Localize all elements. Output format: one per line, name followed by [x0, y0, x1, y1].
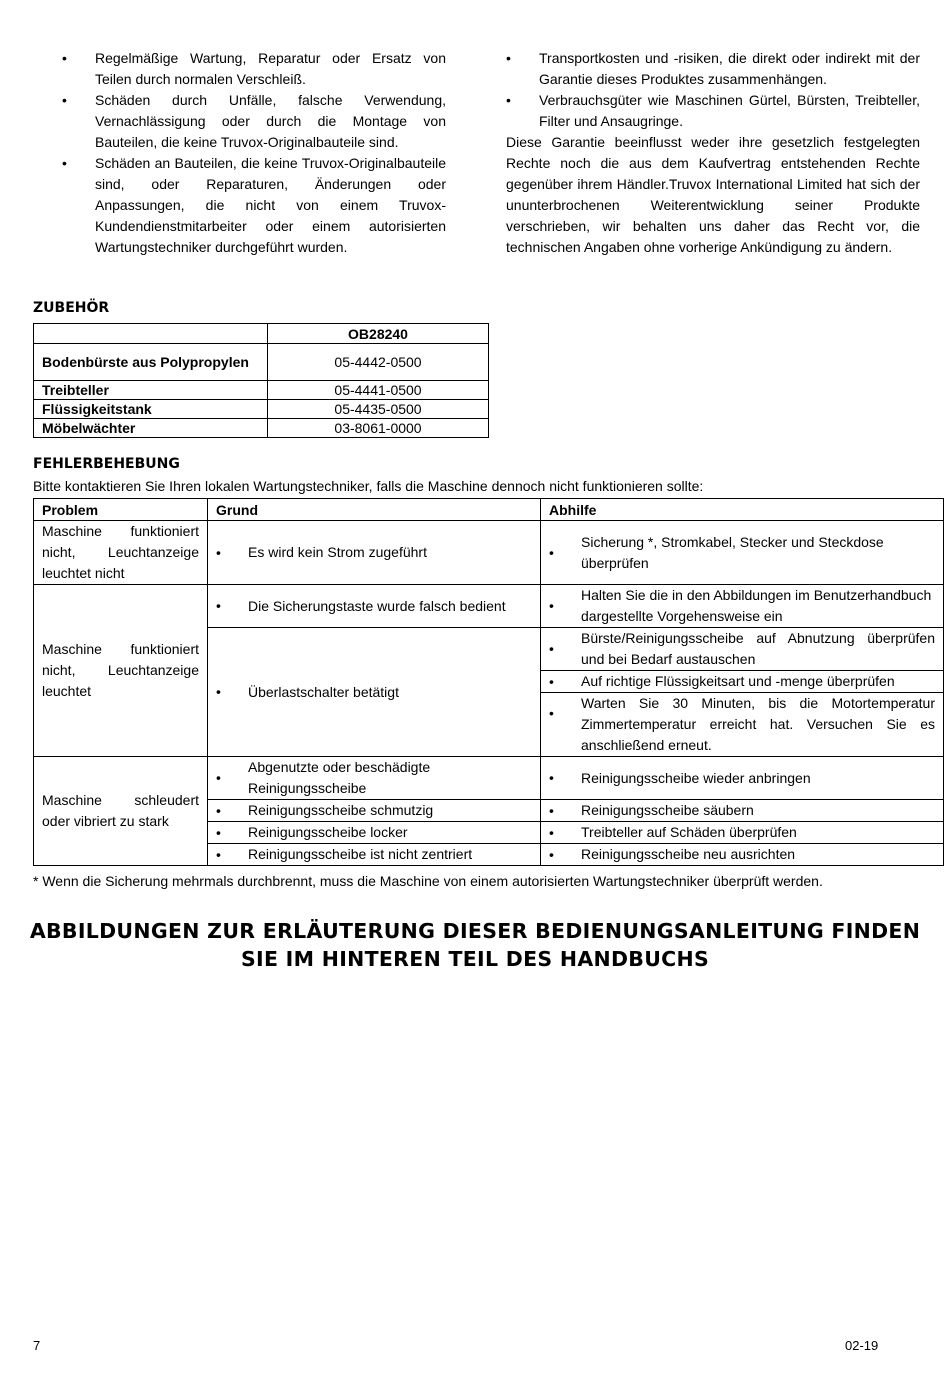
exclusion-list-left: [62, 48, 446, 258]
troubleshooting-table: [33, 498, 944, 866]
cause-cell: • Es wird kein Strom zugeführt: [208, 521, 541, 585]
exclusion-item: • Transportkosten und -risiken, die direkt oder indirekt mit der Garantie dieses Produktes zusammenhängen.: [506, 48, 920, 90]
notice-line: ABBILDUNGEN ZUR ERLÄUTERUNG DIESER BEDIENUNGSANLEITUNG FINDEN: [29, 919, 921, 943]
illustrations-notice: [0, 917, 950, 973]
part-number: 05-4442-0500: [268, 344, 489, 381]
fuse-footnote: * Wenn die Sicherung mehrmals durchbrennt, muss die Maschine von einem autorisierten Wartungstechniker überprüft werden.: [33, 873, 823, 889]
remedy-cell: • Reinigungsscheibe säubern: [541, 800, 944, 822]
exclusion-item: • Regelmäßige Wartung, Reparatur oder Ersatz von Teilen durch normalen Verschleiß.: [62, 48, 446, 90]
empty-header-cell: [34, 324, 268, 344]
remedy-column-header: Abhilfe: [541, 499, 944, 521]
troubleshooting-heading: FEHLERBEHEBUNG: [33, 456, 180, 472]
remedy-cell: • Reinigungsscheibe wieder anbringen: [541, 757, 944, 800]
accessory-name: Flüssigkeitstank: [34, 400, 268, 419]
accessory-name: Bodenbürste aus Polypropylen: [34, 344, 268, 381]
part-number: 05-4441-0500: [268, 381, 489, 400]
problem-cell: Maschine funktioniert nicht, Leuchtanzeige leuchtet nicht: [34, 521, 208, 585]
remedy-cell: • Treibteller auf Schäden überprüfen: [541, 822, 944, 844]
cause-column-header: Grund: [208, 499, 541, 521]
remedy-cell: • Reinigungsscheibe neu ausrichten: [541, 844, 944, 866]
exclusion-list-right: [506, 48, 920, 132]
cause-cell: • Die Sicherungstaste wurde falsch bedient: [208, 585, 541, 628]
cause-cell: • Überlastschalter betätigt: [208, 628, 541, 757]
model-column-header: OB28240: [268, 324, 489, 344]
table-row: [34, 585, 944, 628]
document-code: 02-19: [845, 1338, 879, 1353]
table-row: [34, 419, 489, 438]
cause-cell: • Reinigungsscheibe ist nicht zentriert: [208, 844, 541, 866]
part-number: 03-8061-0000: [268, 419, 489, 438]
exclusion-item: • Schäden an Bauteilen, die keine Truvox-Originalbauteile sind, oder Reparaturen, Änderungen oder Anpassungen, die nicht von einem Truvox-Kundendienstmitarbeiter oder einem autorisierten Wartungstechniker durchgeführt wurden.: [62, 153, 446, 258]
troubleshooting-intro: Bitte kontaktieren Sie Ihren lokalen Wartungstechniker, falls die Maschine dennoch nicht funktionieren sollte:: [33, 478, 704, 494]
table-header-row: [34, 499, 944, 521]
accessories-heading: ZUBEHÖR: [33, 300, 110, 316]
remedy-cell: • Halten Sie die in den Abbildungen im Benutzerhandbuch dargestellte Vorgehensweise ein: [541, 585, 944, 628]
table-row: [34, 381, 489, 400]
table-row: [34, 324, 489, 344]
exclusion-item: • Verbrauchsgüter wie Maschinen Gürtel, Bürsten, Treibteller, Filter und Ansaugringe.: [506, 90, 920, 132]
table-row: [34, 344, 489, 381]
problem-cell: Maschine funktioniert nicht, Leuchtanzeige leuchtet: [34, 585, 208, 757]
remedy-cell: • Auf richtige Flüssigkeitsart und -menge überprüfen: [541, 671, 944, 693]
accessory-name: Möbelwächter: [34, 419, 268, 438]
warranty-right-column: [506, 48, 920, 258]
cause-cell: • Reinigungsscheibe locker: [208, 822, 541, 844]
part-number: 05-4435-0500: [268, 400, 489, 419]
accessories-table: [33, 323, 489, 438]
remedy-cell: • Warten Sie 30 Minuten, bis die Motortemperatur Zimmertemperatur erreicht hat. Versuchen Sie es anschließend erneut.: [541, 693, 944, 757]
cause-cell: • Reinigungsscheibe schmutzig: [208, 800, 541, 822]
remedy-cell: • Bürste/Reinigungsscheibe auf Abnutzung überprüfen und bei Bedarf austauschen: [541, 628, 944, 671]
cause-cell: • Abgenutzte oder beschädigte Reinigungsscheibe: [208, 757, 541, 800]
problem-cell: Maschine schleudert oder vibriert zu stark: [34, 757, 208, 866]
table-row: [34, 521, 944, 585]
warranty-left-column: [62, 48, 446, 258]
accessory-name: Treibteller: [34, 381, 268, 400]
exclusion-item: • Schäden durch Unfälle, falsche Verwendung, Vernachlässigung oder durch die Montage von Bauteilen, die keine Truvox-Originalbauteile sind.: [62, 90, 446, 153]
page-number: 7: [33, 1338, 41, 1353]
warranty-statement: Diese Garantie beeinflusst weder ihre gesetzlich festgelegten Rechte noch die aus dem Kaufvertrag entstehenden Rechte gegenüber ihrem Händler.Truvox International Limited hat sich der ununterbrochenen Weiterentwicklung seiner Produkte verschrieben, wir behalten uns daher das Recht vor, die technischen Angaben ohne vorherige Ankündigung zu ändern.: [506, 134, 920, 255]
notice-line: SIE IM HINTEREN TEIL DES HANDBUCHS: [240, 947, 710, 971]
table-row: [34, 400, 489, 419]
table-row: [34, 757, 944, 800]
remedy-cell: • Sicherung *, Stromkabel, Stecker und Steckdose überprüfen: [541, 521, 944, 585]
problem-column-header: Problem: [34, 499, 208, 521]
